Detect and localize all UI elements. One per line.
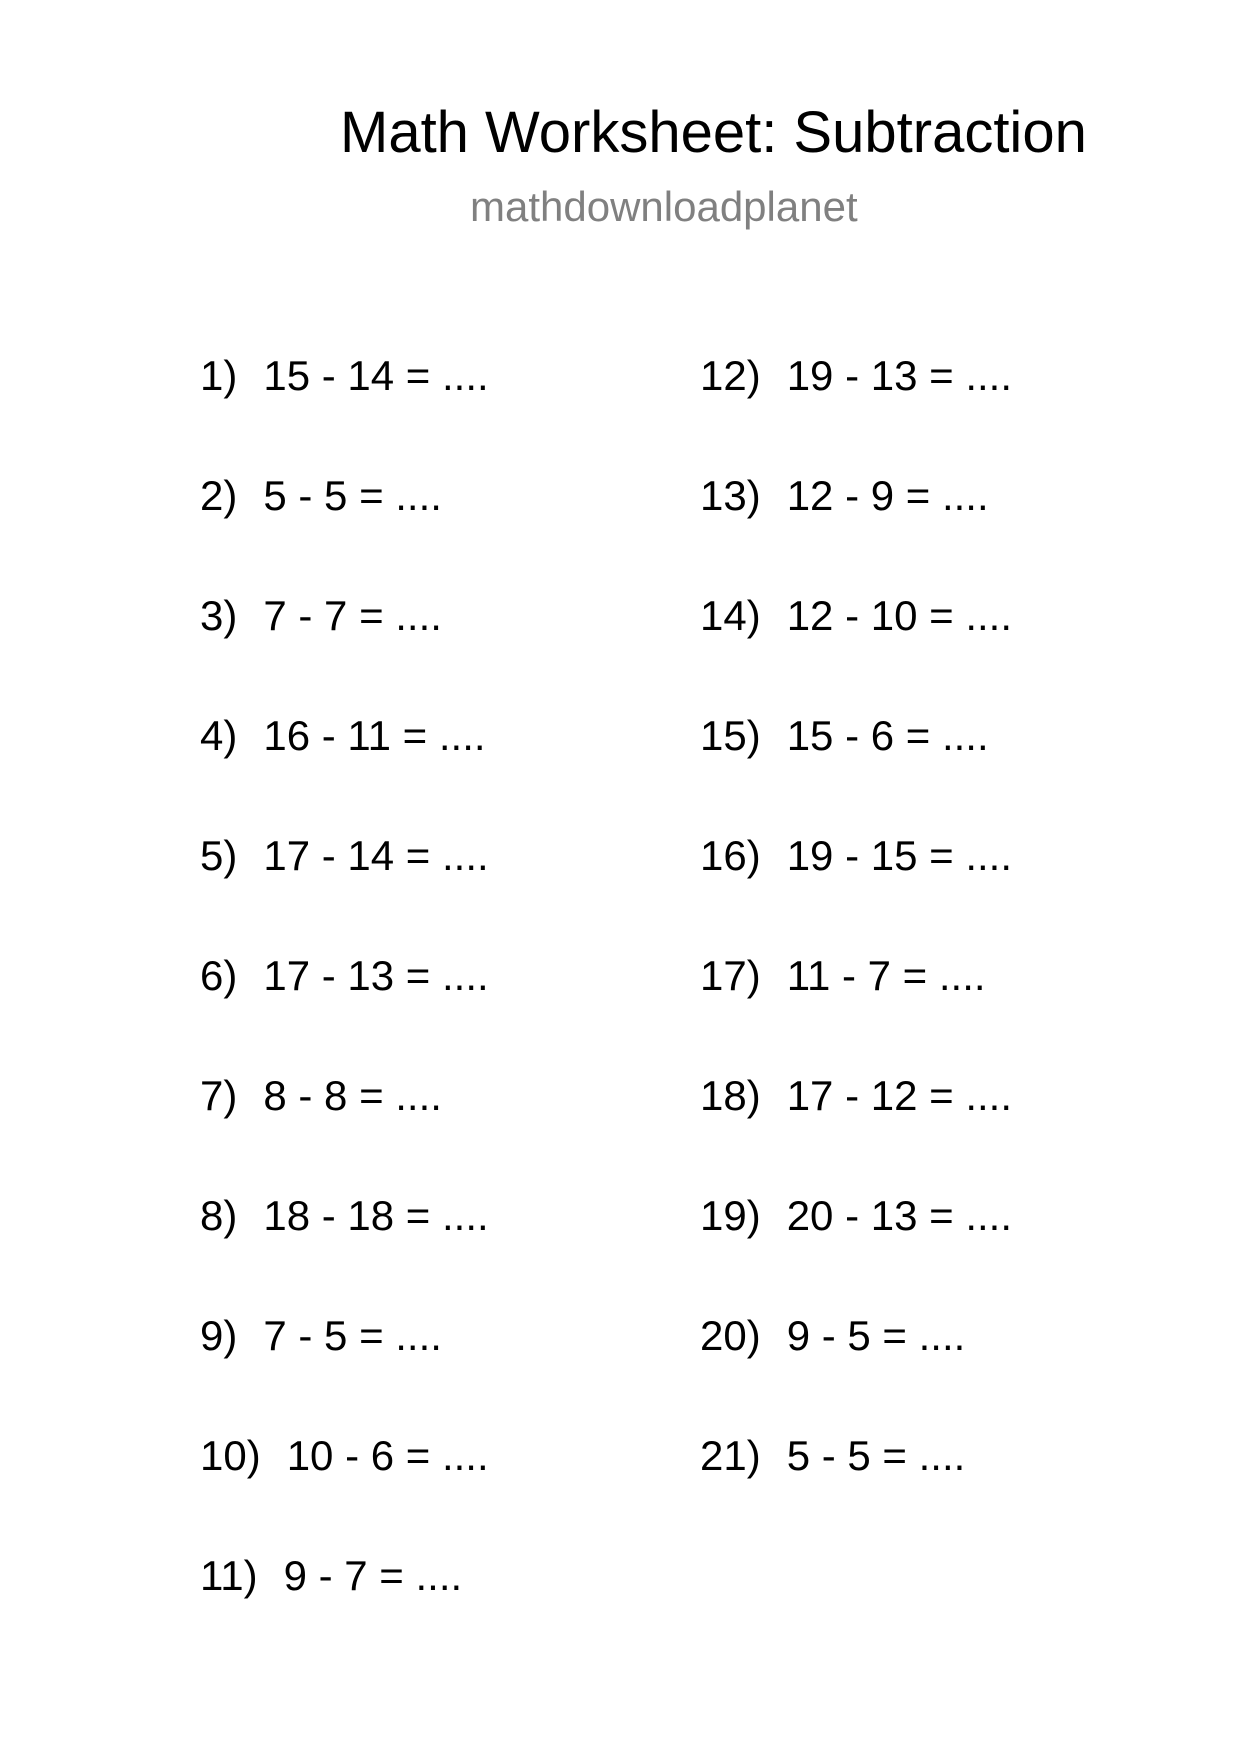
page-title: Math Worksheet: Subtraction	[340, 100, 1087, 165]
problem-number: 14)	[700, 592, 761, 639]
problem-item	[700, 1311, 1012, 1431]
problem-expression: 12 - 10 = ....	[786, 592, 1013, 639]
problem-expression: 20 - 13 = ....	[786, 1192, 1013, 1239]
problem-item	[200, 1311, 489, 1431]
problem-number: 3)	[200, 592, 238, 639]
problem-item	[200, 591, 489, 711]
problem-number: 9)	[200, 1312, 238, 1359]
problem-number: 19)	[700, 1192, 761, 1239]
problem-number: 8)	[200, 1192, 238, 1239]
problem-item	[700, 591, 1012, 711]
problem-number: 21)	[700, 1432, 761, 1479]
problem-item	[700, 711, 1012, 831]
problem-expression: 9 - 7 = ....	[283, 1552, 463, 1599]
problem-number: 4)	[200, 712, 238, 759]
problem-item	[200, 351, 489, 471]
problem-item	[700, 1431, 1012, 1551]
problem-item	[200, 1431, 489, 1551]
problem-column-right	[700, 351, 1012, 1551]
problem-number: 11)	[200, 1552, 258, 1599]
problem-expression: 17 - 12 = ....	[786, 1072, 1013, 1119]
problem-expression: 16 - 11 = ....	[263, 712, 486, 759]
problem-expression: 19 - 15 = ....	[786, 832, 1013, 879]
problem-expression: 17 - 14 = ....	[263, 832, 489, 879]
problem-column-left	[200, 351, 489, 1671]
problem-expression: 12 - 9 = ....	[786, 472, 989, 519]
problem-number: 18)	[700, 1072, 761, 1119]
problem-number: 13)	[700, 472, 761, 519]
problem-item	[200, 1191, 489, 1311]
problem-item	[200, 711, 489, 831]
problem-item	[200, 471, 489, 591]
problem-expression: 5 - 5 = ....	[263, 472, 442, 519]
problem-expression: 7 - 5 = ....	[263, 1312, 442, 1359]
problem-item	[700, 831, 1012, 951]
page-subtitle: mathdownloadplanet	[470, 183, 858, 230]
problem-expression: 17 - 13 = ....	[263, 952, 489, 999]
problem-number: 15)	[700, 712, 761, 759]
problem-item	[700, 951, 1012, 1071]
problem-number: 17)	[700, 952, 761, 999]
problem-expression: 8 - 8 = ....	[263, 1072, 442, 1119]
problem-item	[700, 351, 1012, 471]
problem-expression: 11 - 7 = ....	[786, 952, 986, 999]
problem-number: 6)	[200, 952, 238, 999]
problem-number: 20)	[700, 1312, 761, 1359]
problem-item	[200, 831, 489, 951]
problem-item	[200, 1551, 489, 1671]
problem-number: 5)	[200, 832, 238, 879]
problem-expression: 19 - 13 = ....	[786, 352, 1013, 399]
problem-item	[700, 1071, 1012, 1191]
problem-number: 7)	[200, 1072, 238, 1119]
problem-item	[200, 951, 489, 1071]
problem-expression: 18 - 18 = ....	[263, 1192, 489, 1239]
problem-number: 2)	[200, 472, 238, 519]
problem-expression: 15 - 14 = ....	[263, 352, 489, 399]
problem-expression: 10 - 6 = ....	[286, 1432, 489, 1479]
problem-expression: 7 - 7 = ....	[263, 592, 442, 639]
problem-number: 10)	[200, 1432, 261, 1479]
problem-number: 1)	[200, 352, 238, 399]
problem-expression: 9 - 5 = ....	[786, 1312, 966, 1359]
problem-expression: 15 - 6 = ....	[786, 712, 989, 759]
problem-item	[700, 471, 1012, 591]
problem-item	[200, 1071, 489, 1191]
problem-number: 12)	[700, 352, 761, 399]
problem-expression: 5 - 5 = ....	[786, 1432, 966, 1479]
problem-item	[700, 1191, 1012, 1311]
problem-number: 16)	[700, 832, 761, 879]
